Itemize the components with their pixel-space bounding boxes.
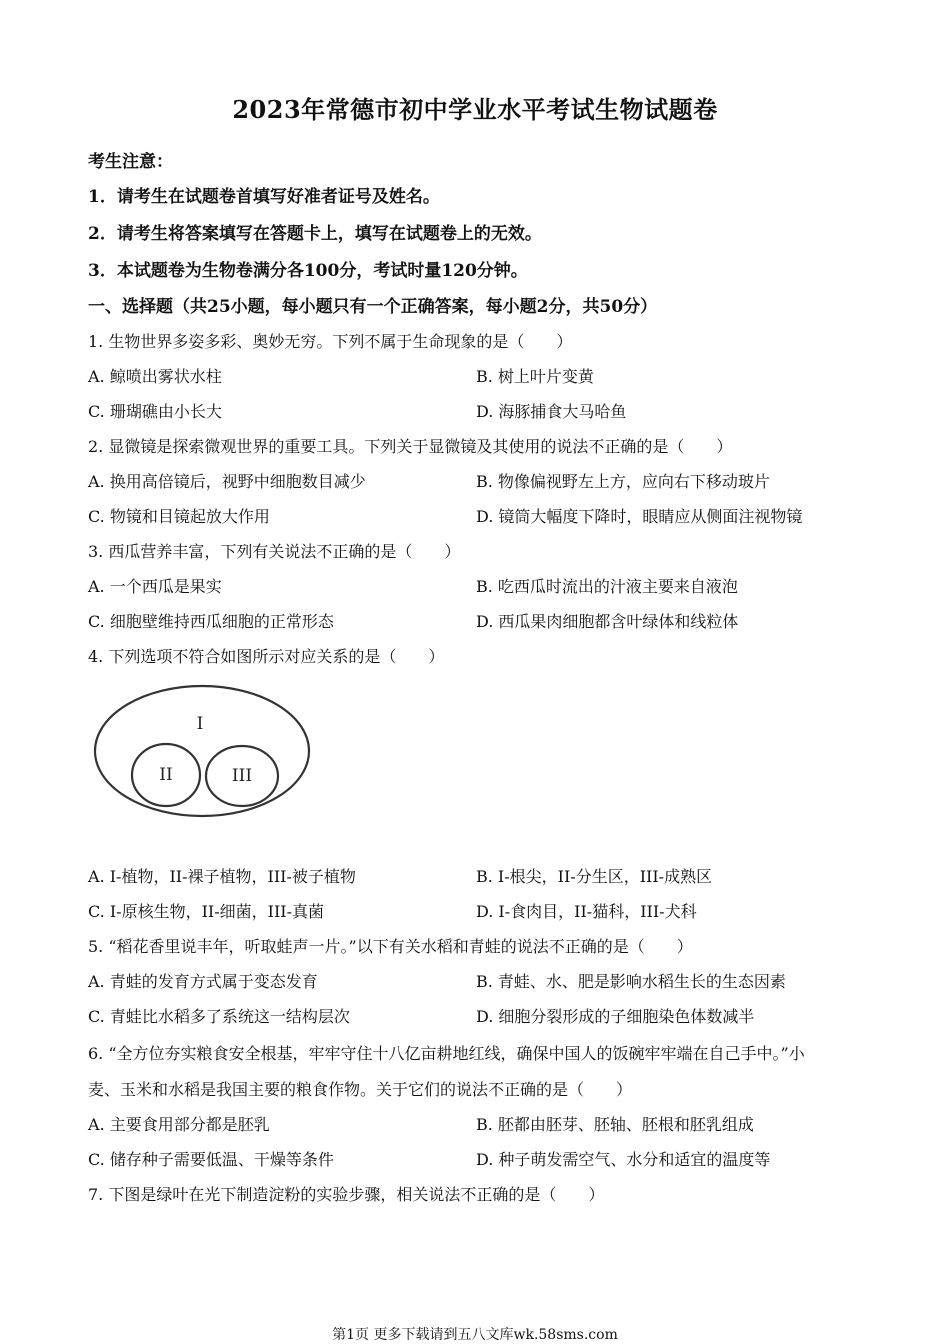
question-4-option-b: B. I-根尖，II-分生区，III-成熟区: [476, 867, 713, 886]
question-2-option-b: B. 物像偏视野左上方，应向右下移动玻片: [476, 472, 770, 491]
question-2-option-a: A. 换用高倍镜后，视野中细胞数目减少: [88, 472, 366, 491]
question-5-stem: 5. “稻花香里说丰年，听取蛙声一片。”以下有关水稻和青蛙的说法不正确的是（ ）: [88, 937, 693, 956]
question-4-stem: 4. 下列选项不符合如图所示对应关系的是（ ）: [88, 647, 445, 666]
question-2-stem: 2. 显微镜是探索微观世界的重要工具。下列关于显微镜及其使用的说法不正确的是（ ）: [88, 437, 733, 456]
label-left: II: [159, 765, 173, 785]
question-7-stem: 7. 下图是绿叶在光下制造淀粉的实验步骤，相关说法不正确的是（ ）: [88, 1185, 605, 1204]
question-5-option-d: D. 细胞分裂形成的子细胞染色体数减半: [476, 1007, 755, 1026]
notice-item-3: 3．本试题卷为生物卷满分各100分，考试时量120分钟。: [88, 261, 528, 281]
question-2-option-d: D. 镜筒大幅度下降时，眼睛应从侧面注视物镜: [476, 507, 803, 526]
question-1-option-c: C. 珊瑚礁由小长大: [88, 402, 222, 421]
outer-ellipse: [95, 686, 309, 816]
question-3-option-b: B. 吃西瓜时流出的汁液主要来自液泡: [476, 577, 738, 596]
question-6-option-b: B. 胚都由胚芽、胚轴、胚根和胚乳组成: [476, 1115, 754, 1134]
question-1-stem: 1. 生物世界多姿多彩、奥妙无穷。下列不属于生命现象的是（ ）: [88, 332, 573, 351]
question-5-option-c: C. 青蛙比水稻多了系统这一结构层次: [88, 1007, 350, 1026]
question-6-option-d: D. 种子萌发需空气、水分和适宜的温度等: [476, 1150, 771, 1169]
question-3-stem: 3. 西瓜营养丰富，下列有关说法不正确的是（ ）: [88, 542, 461, 561]
question-6-option-a: A. 主要食用部分都是胚乳: [88, 1115, 270, 1134]
question-5-option-a: A. 青蛙的发育方式属于变态发育: [88, 972, 318, 991]
question-2-option-c: C. 物镜和目镜起放大作用: [88, 507, 270, 526]
question-3-option-a: A. 一个西瓜是果实: [88, 577, 222, 596]
label-outer: I: [196, 714, 204, 734]
question-1-option-d: D. 海豚捕食大马哈鱼: [476, 402, 627, 421]
question-3-option-d: D. 西瓜果肉细胞都含叶绿体和线粒体: [476, 612, 739, 631]
question-4-option-d: D. I-食肉目，II-猫科，III-犬科: [476, 902, 697, 921]
question-6-stem-continued: 麦、玉米和水稻是我国主要的粮食作物。关于它们的说法不正确的是（ ）: [88, 1080, 633, 1099]
page-footer: 第1页 更多下载请到五八文库wk.58sms.com: [332, 1327, 618, 1343]
question-4-option-c: C. I-原核生物，II-细菌，III-真菌: [88, 902, 324, 921]
set-relationship-diagram: [92, 683, 316, 823]
question-3-option-c: C. 细胞壁维持西瓜细胞的正常形态: [88, 612, 334, 631]
question-4-option-a: A. I-植物，II-裸子植物，III-被子植物: [88, 867, 356, 886]
question-6-stem: 6. “全方位夯实粮食安全根基，牢牢守住十八亿亩耕地红线，确保中国人的饭碗牢牢端在自己手中。”小: [88, 1044, 805, 1063]
page-title: 2023年常德市初中学业水平考试生物试题卷: [232, 95, 718, 124]
label-right: III: [231, 766, 253, 786]
notice-heading: 考生注意：: [88, 152, 173, 172]
question-6-option-c: C. 储存种子需要低温、干燥等条件: [88, 1150, 334, 1169]
question-1-option-b: B. 树上叶片变黄: [476, 367, 594, 386]
question-1-option-a: A. 鲸喷出雾状水柱: [88, 367, 222, 386]
question-5-option-b: B. 青蛙、水、肥是影响水稻生长的生态因素: [476, 972, 786, 991]
section-heading: 一、选择题（共25小题，每小题只有一个正确答案，每小题2分，共50分）: [88, 297, 658, 317]
notice-item-2: 2．请考生将答案填写在答题卡上，填写在试题卷上的无效。: [88, 224, 542, 244]
notice-item-1: 1．请考生在试题卷首填写好准者证号及姓名。: [88, 187, 440, 207]
